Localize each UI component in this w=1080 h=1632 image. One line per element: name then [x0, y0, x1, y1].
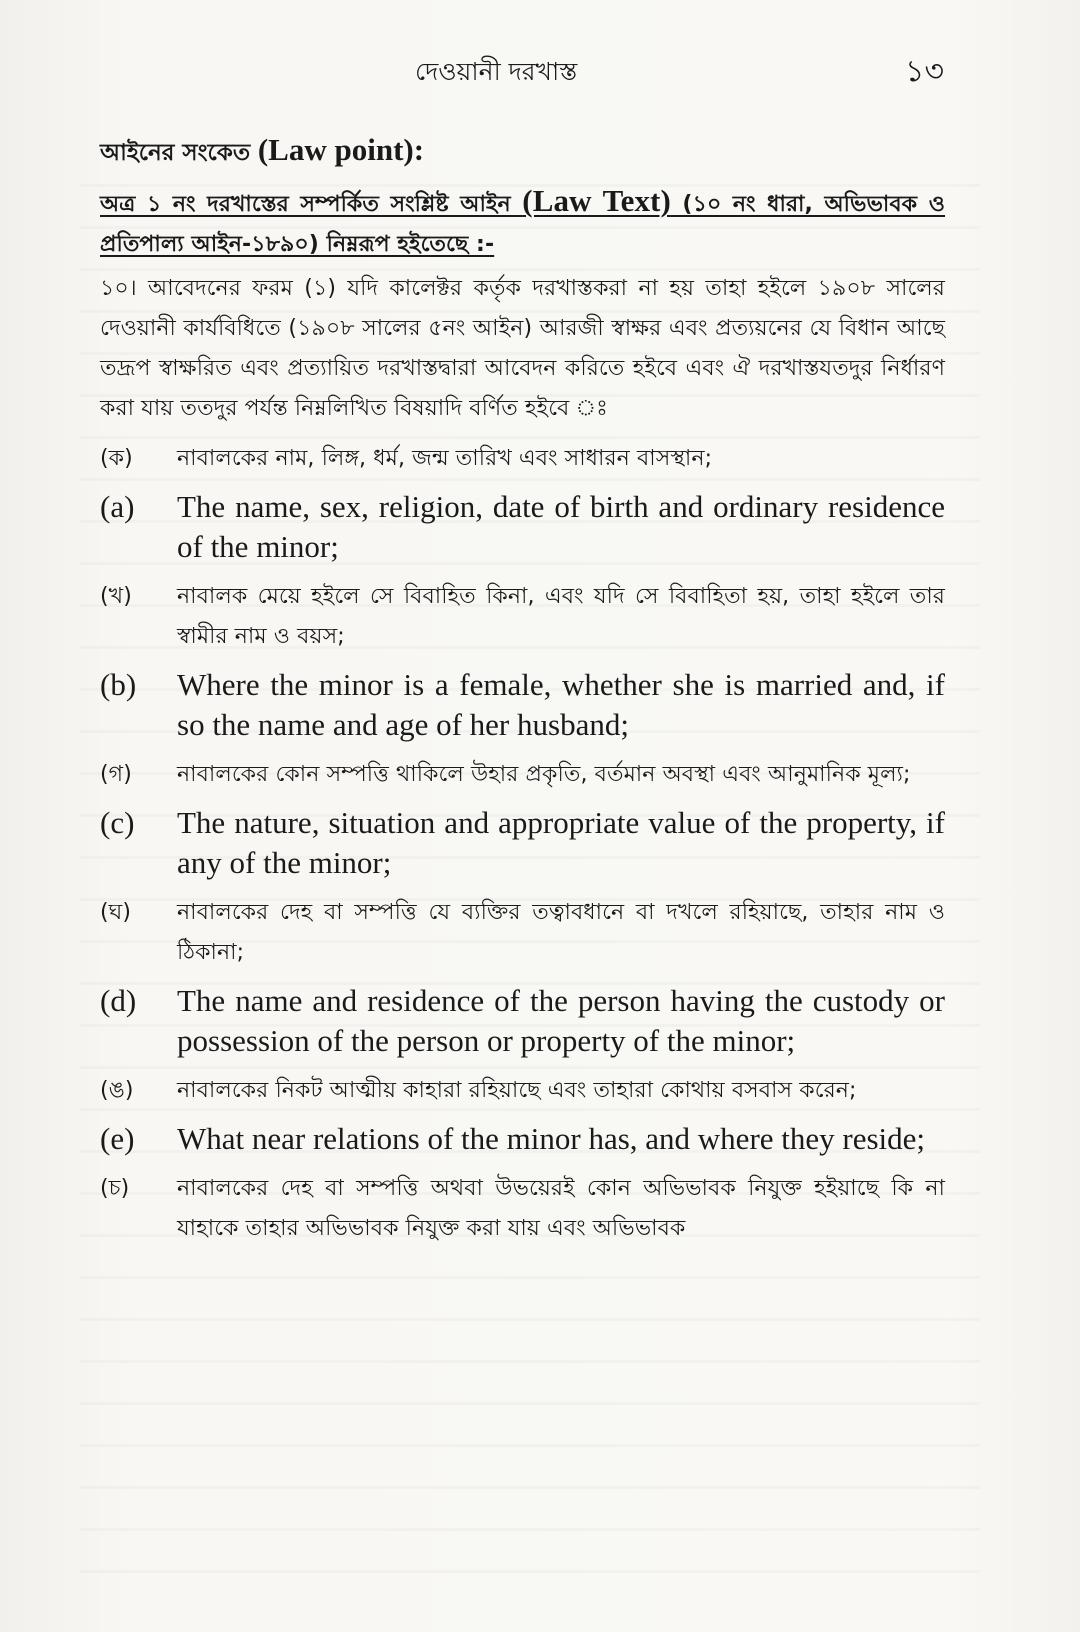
list-item-cha [100, 1169, 945, 1249]
list-item-b [100, 665, 945, 745]
list-item-text: Where the minor is a female, whether she is married and, if so the name and age of her husband; [177, 667, 945, 742]
list-item-text: The name and residence of the person having the custody or possession of the person or property of the minor; [177, 983, 945, 1058]
list-item-a [100, 487, 945, 567]
list-item-text: নাবালকের নিকট আত্মীয় কাহারা রহিয়াছে এবং তাহারা কোথায় বসবাস করেন; [177, 1078, 857, 1103]
page-number: ১৩ [905, 54, 944, 89]
list-item-text: নাবালকের কোন সম্পত্তি থাকিলে উহার প্রকৃতি, বর্তমান অবস্থা এবং আনুমানিক মূল্য; [177, 762, 911, 787]
list-item-gha [100, 893, 945, 973]
section-10-text: ১০। আবেদনের ফরম (১) যদি কালেক্টর কর্তৃক দরখাস্তকরা না হয় তাহা হইলে ১৯০৮ সালের দেওয়ানী কার্যবিধিতে (১৯০৮ সালের ৫নং আইন) আরজী স্বাক্ষর এবং প্রত্যয়নের যে বিধান আছে তদ্রূপ স্বাক্ষরিত এবং প্রত্যায়িত দরখাস্তদ্বারা আবেদন করিতে হইবে এবং ঐ দরখাস্তযতদুর নির্ধারণ করা যায় ততদুর পর্যন্ত নিম্নলিখিত বিষয়াদি বর্ণিত হইবে ঃ [100, 276, 946, 421]
page-body [100, 128, 945, 1257]
law-point-heading [100, 128, 945, 175]
list-item-kha [100, 577, 945, 657]
list-item-d [100, 981, 945, 1061]
law-point-heading-bn: আইনের সংকেত [100, 140, 251, 166]
list-marker: (ঙ) [100, 1078, 134, 1103]
list-item-text: নাবালকের নাম, লিঙ্গ, ধর্ম, জন্ম তারিখ এবং সাধারন বাসস্থান; [177, 446, 713, 471]
list-marker: (d) [100, 983, 137, 1018]
list-marker: (b) [100, 667, 137, 702]
list-item-text: নাবালক মেয়ে হইলে সে বিবাহিত কিনা, এবং যদি সে বিবাহিতা হয়, তাহা হইলে তার স্বামীর নাম ও বয়স; [177, 584, 945, 649]
list-marker: (ক) [100, 446, 133, 471]
list-item-text: What near relations of the minor has, and where they reside; [177, 1121, 926, 1156]
law-text-intro [100, 181, 945, 265]
list-item-c [100, 803, 945, 883]
list-item-text: The nature, situation and appropriate value of the property, if any of the minor; [177, 805, 945, 880]
list-item-text: নাবালকের দেহ বা সম্পত্তি অথবা উভয়েরই কোন অভিভাবক নিযুক্ত হইয়াছে কি না যাহাকে তাহার অভিভাবক নিযুক্ত করা যায় এবং অভিভাবক [177, 1176, 945, 1241]
list-marker: (চ) [100, 1176, 130, 1201]
list-item-text: The name, sex, religion, date of birth and ordinary residence of the minor; [177, 489, 945, 564]
list-item-e [100, 1119, 945, 1159]
list-marker: (a) [100, 489, 135, 524]
law-text-intro-en: (Law Text) [522, 183, 671, 218]
list-marker: (গ) [100, 762, 132, 787]
list-marker: (ঘ) [100, 900, 132, 925]
list-item-uma [100, 1071, 945, 1111]
list-item-ga [100, 755, 945, 795]
law-text-intro-part1: অত্র ১ নং দরখাস্তের সম্পর্কিত সংশ্লিষ্ট আইন [100, 192, 523, 217]
running-title: দেওয়ানী দরখাস্ত [415, 57, 578, 86]
law-point-heading-en: (Law point): [250, 132, 425, 167]
page-header [0, 0, 1080, 110]
list-item-text: নাবালকের দেহ বা সম্পত্তি যে ব্যক্তির তত্বাবধানে বা দখলে রহিয়াছে, তাহার নাম ও ঠিকানা; [177, 900, 945, 965]
law-text-intro-part2: (১০ নং ধারা, অভিভাবক ও প্রতিপাল্য আইন-১৮৯০) নিম্নরূপ হইতেছে :- [100, 192, 945, 257]
list-marker: (e) [100, 1121, 135, 1156]
list-marker: (c) [100, 805, 135, 840]
list-item-ka [100, 439, 945, 479]
list-marker: (খ) [100, 584, 132, 609]
